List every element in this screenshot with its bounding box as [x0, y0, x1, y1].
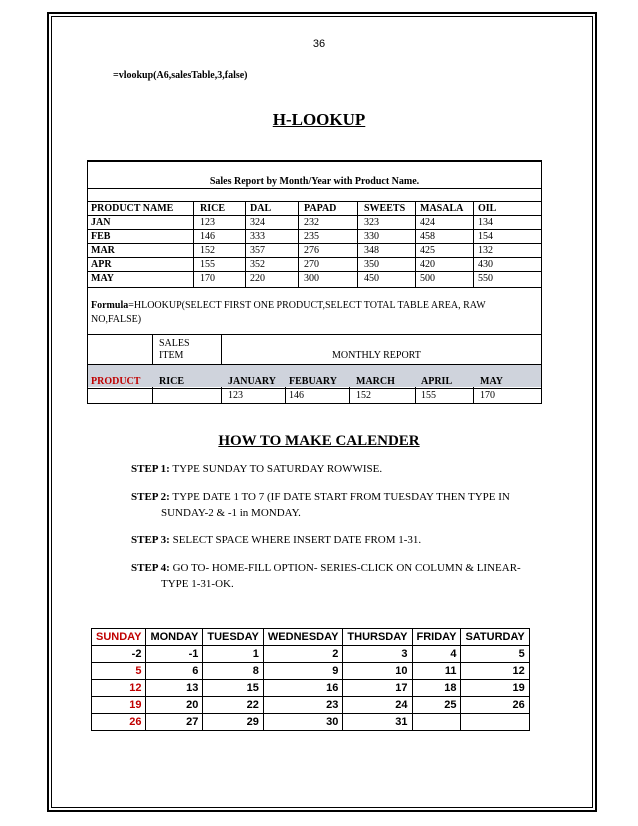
hlookup-title: H-LOOKUP	[272, 110, 366, 129]
step-text: GO TO- HOME-FILL OPTION- SERIES-CLICK ON COLUMN & LINEAR-	[169, 562, 521, 574]
table-cell: 146	[200, 231, 215, 242]
date-cell: 18	[412, 680, 461, 697]
step-text-continued: TYPE 1-31-OK.	[161, 578, 234, 590]
date-cell: 11	[412, 663, 461, 680]
formula-text: =HLOOKUP(SELECT FIRST ONE PRODUCT,SELECT TOTAL TABLE AREA, RAW NO,FALSE)	[91, 300, 486, 325]
header-masala: MASALA	[420, 203, 464, 214]
step-3	[131, 532, 571, 548]
calendar-table	[91, 628, 530, 731]
result-header-product: PRODUCT	[91, 376, 141, 387]
step-label: STEP 4:	[131, 562, 170, 574]
row-label: MAY	[91, 273, 114, 284]
day-header-thursday: THURSDAY	[343, 629, 412, 646]
sales-item-label-line1: SALES	[159, 338, 190, 349]
date-cell: 22	[203, 697, 264, 714]
step-label: STEP 1:	[131, 463, 170, 475]
formula-label: Formula	[91, 300, 129, 311]
table-cell: 152	[200, 245, 215, 256]
grid-line	[415, 201, 416, 287]
result-value: 152	[356, 390, 371, 401]
date-cell: 5	[92, 663, 146, 680]
date-cell: 3	[343, 646, 412, 663]
result-header-january: JANUARY	[228, 376, 276, 387]
date-cell: 2	[263, 646, 343, 663]
result-header-april: APRIL	[421, 376, 453, 387]
date-cell: 23	[263, 697, 343, 714]
page-number: 36	[312, 38, 326, 50]
table-cell: 450	[364, 273, 379, 284]
date-cell: 12	[461, 663, 529, 680]
table-cell: 323	[364, 217, 379, 228]
grid-line	[357, 201, 358, 287]
table-cell: 357	[250, 245, 265, 256]
step-text: SELECT SPACE WHERE INSERT DATE FROM 1-31.	[169, 534, 422, 546]
result-value: 146	[289, 390, 304, 401]
table-cell: 458	[420, 231, 435, 242]
date-cell: 31	[343, 714, 412, 731]
table-cell: 500	[420, 273, 435, 284]
grid-line	[87, 334, 542, 335]
step-text: TYPE SUNDAY TO SATURDAY ROWWISE.	[169, 463, 383, 475]
day-header-monday: MONDAY	[146, 629, 203, 646]
table-cell: 324	[250, 217, 265, 228]
table-cell: 424	[420, 217, 435, 228]
calendar-week-row	[92, 714, 530, 731]
day-header-saturday: SATURDAY	[461, 629, 529, 646]
date-cell: 4	[412, 646, 461, 663]
date-cell: 9	[263, 663, 343, 680]
date-cell: 24	[343, 697, 412, 714]
grid-line	[298, 201, 299, 287]
hlookup-table-title: Sales Report by Month/Year with Product Name.	[209, 176, 420, 187]
result-header-rice: RICE	[159, 376, 185, 387]
date-cell: -2	[92, 646, 146, 663]
date-cell	[412, 714, 461, 731]
date-cell: 5	[461, 646, 529, 663]
table-cell: 350	[364, 259, 379, 270]
date-cell: 8	[203, 663, 264, 680]
step-4	[131, 560, 571, 592]
header-rice: RICE	[200, 203, 226, 214]
date-cell: 13	[146, 680, 203, 697]
table-cell: 300	[304, 273, 319, 284]
table-cell: 333	[250, 231, 265, 242]
step-2	[131, 489, 571, 521]
table-cell: 132	[478, 245, 493, 256]
table-cell: 235	[304, 231, 319, 242]
table-cell: 170	[200, 273, 215, 284]
date-cell: -1	[146, 646, 203, 663]
calendar-header-row	[92, 629, 530, 646]
header-oil: OIL	[478, 203, 497, 214]
date-cell: 29	[203, 714, 264, 731]
row-label: FEB	[91, 231, 111, 242]
header-papad: PAPAD	[304, 203, 337, 214]
result-header-march: MARCH	[356, 376, 395, 387]
monthly-report-label: MONTHLY REPORT	[332, 350, 421, 361]
header-sweets: SWEETS	[364, 203, 406, 214]
date-cell: 15	[203, 680, 264, 697]
day-header-wednesday: WEDNESDAY	[263, 629, 343, 646]
sales-item-label-line2: ITEM	[159, 350, 184, 361]
date-cell	[461, 714, 529, 731]
date-cell: 16	[263, 680, 343, 697]
vlookup-formula: =vlookup(A6,salesTable,3,false)	[113, 70, 248, 81]
table-cell: 220	[250, 273, 265, 284]
table-cell: 276	[304, 245, 319, 256]
date-cell: 26	[92, 714, 146, 731]
header-product-name: PRODUCT NAME	[91, 203, 174, 214]
table-cell: 270	[304, 259, 319, 270]
result-value: 123	[228, 390, 243, 401]
table-cell: 154	[478, 231, 493, 242]
table-cell: 420	[420, 259, 435, 270]
date-cell: 10	[343, 663, 412, 680]
day-header-tuesday: TUESDAY	[203, 629, 264, 646]
table-cell: 352	[250, 259, 265, 270]
table-cell: 550	[478, 273, 493, 284]
step-text-continued: SUNDAY-2 & -1 in MONDAY.	[161, 507, 301, 519]
result-value: 170	[480, 390, 495, 401]
step-label: STEP 2:	[131, 491, 170, 503]
table-cell: 425	[420, 245, 435, 256]
calendar-week-row	[92, 663, 530, 680]
table-cell: 348	[364, 245, 379, 256]
date-cell: 17	[343, 680, 412, 697]
date-cell: 19	[92, 697, 146, 714]
row-label: JAN	[91, 217, 111, 228]
date-cell: 6	[146, 663, 203, 680]
day-header-friday: FRIDAY	[412, 629, 461, 646]
date-cell: 27	[146, 714, 203, 731]
table-cell: 232	[304, 217, 319, 228]
grid-line	[87, 287, 542, 288]
date-cell: 30	[263, 714, 343, 731]
date-cell: 25	[412, 697, 461, 714]
date-cell: 26	[461, 697, 529, 714]
table-cell: 134	[478, 217, 493, 228]
table-cell: 330	[364, 231, 379, 242]
row-label: APR	[91, 259, 112, 270]
date-cell: 1	[203, 646, 264, 663]
calendar-section-title: HOW TO MAKE CALENDER	[218, 433, 420, 449]
table-cell: 123	[200, 217, 215, 228]
calendar-week-row	[92, 680, 530, 697]
result-value: 155	[421, 390, 436, 401]
grid-line	[193, 201, 194, 287]
result-header-may: MAY	[480, 376, 503, 387]
grid-line	[245, 201, 246, 287]
day-header-sunday: SUNDAY	[92, 629, 146, 646]
table-cell: 155	[200, 259, 215, 270]
date-cell: 20	[146, 697, 203, 714]
calendar-week-row	[92, 697, 530, 714]
step-1	[131, 461, 571, 477]
step-text: TYPE DATE 1 TO 7 (IF DATE START FROM TUESDAY THEN TYPE IN	[169, 491, 510, 503]
calendar-week-row	[92, 646, 530, 663]
date-cell: 12	[92, 680, 146, 697]
grid-line	[473, 201, 474, 287]
hlookup-formula	[91, 299, 531, 327]
date-cell: 19	[461, 680, 529, 697]
result-header-febuary: FEBUARY	[289, 376, 337, 387]
row-label: MAR	[91, 245, 115, 256]
grid-line	[87, 188, 542, 189]
header-dal: DAL	[250, 203, 272, 214]
table-cell: 430	[478, 259, 493, 270]
step-label: STEP 3:	[131, 534, 170, 546]
